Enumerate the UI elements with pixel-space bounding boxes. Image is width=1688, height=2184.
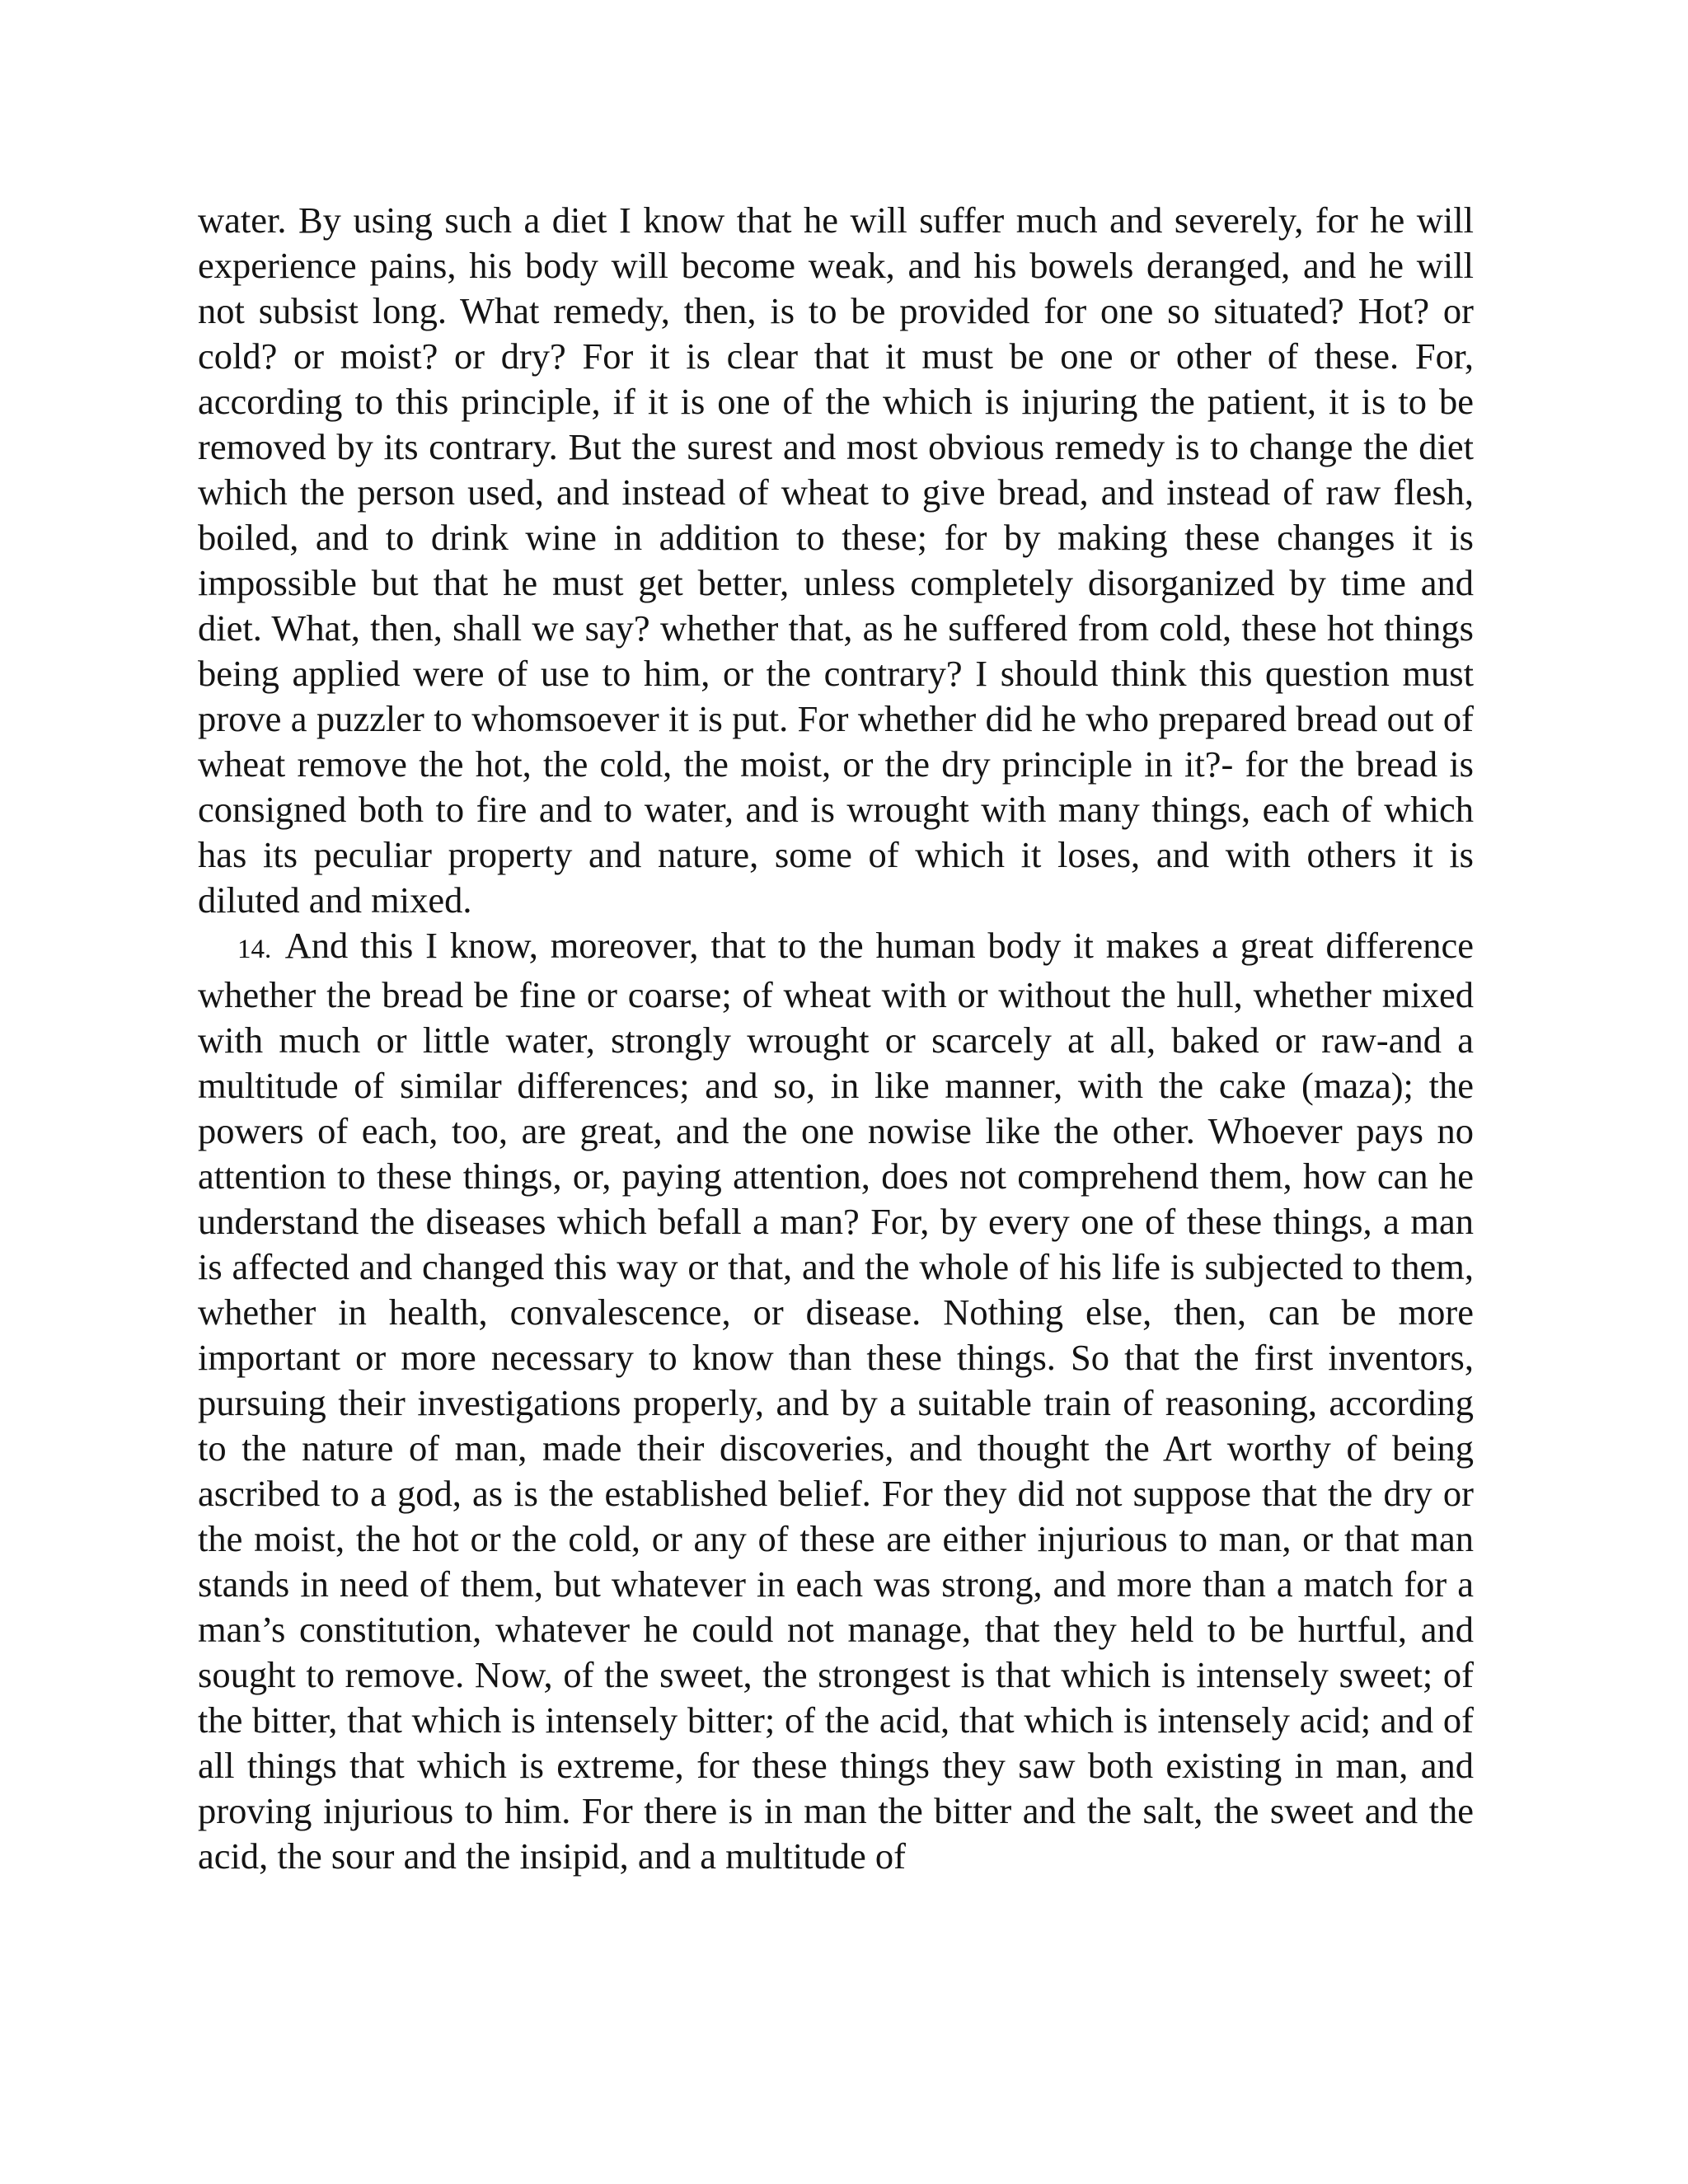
- paragraph-text: And this I know, moreover, that to the human body it makes a great difference whether the bread be fine or coarse; of wheat with or without the hull, whether mixed with much or little water, strongly wrought or scarcely at all, baked or raw-and a multitude of similar differences; and so, in like manner, with the cake (maza); the powers of each, too, are great, and the one nowise like the other. Whoever pays no attention to these things, or, paying attention, does not comprehend them, how can he understand the diseases which befall a man? For, by every one of these things, a man is affected and changed this way or that, and the whole of his life is subjected to them, whether in health, convalescence, or disease. Nothing else, then, can be more important or more necessary to know than these things. So that the first inventors, pursuing their investigations properly, and by a suitable train of reasoning, according to the nature of man, made their discoveries, and thought the Art worthy of being ascribed to a god, as is the established belief. For they did not suppose that the dry or the moist, the hot or the cold, or any of these are either injurious to man, or that man stands in need of them, but whatever in each was strong, and more than a match for a man’s constitution, whatever he could not manage, that they held to be hurtful, and sought to remove. Now, of the sweet, the strongest is that which is intensely sweet; of the bitter, that which is intensely bitter; of the acid, that which is intensely acid; and of all things that which is extreme, for these things they saw both existing in man, and proving injurious to him. For there is in man the bitter and the salt, the sweet and the acid, the sour and the insipid, and a multitude of: [198, 925, 1474, 1877]
- section-number: 14.: [237, 935, 272, 964]
- paragraph-text: water. By using such a diet I know that he will suffer much and severely, for he will experience pains, his body will become weak, and his bowels deranged, and he will not subsist long. What remedy, then, is to be provided for one so situated? Hot? or cold? or moist? or dry? For it is clear that it must be one or other of these. For, according to this principle, if it is one of the which is injuring the patient, it is to be removed by its contrary. But the surest and most obvious remedy is to change the diet which the person used, and instead of wheat to give bread, and instead of raw flesh, boiled, and to drink wine in addition to these; for by making these changes it is impossible but that he must get better, unless completely disorganized by time and diet. What, then, shall we say? whether that, as he suffered from cold, these hot things being applied were of use to him, or the contrary? I should think this question must prove a puzzler to whomsoever it is put. For whether did he who prepared bread out of wheat remove the hot, the cold, the moist, or the dry principle in it?- for the bread is consigned both to fire and to water, and is wrought with many things, each of which has its peculiar property and nature, some of which it loses, and with others it is diluted and mixed.: [198, 199, 1474, 921]
- paragraph-section-14: [198, 923, 1474, 1879]
- page-body: [198, 198, 1474, 1879]
- paragraph-continuation: [198, 198, 1474, 923]
